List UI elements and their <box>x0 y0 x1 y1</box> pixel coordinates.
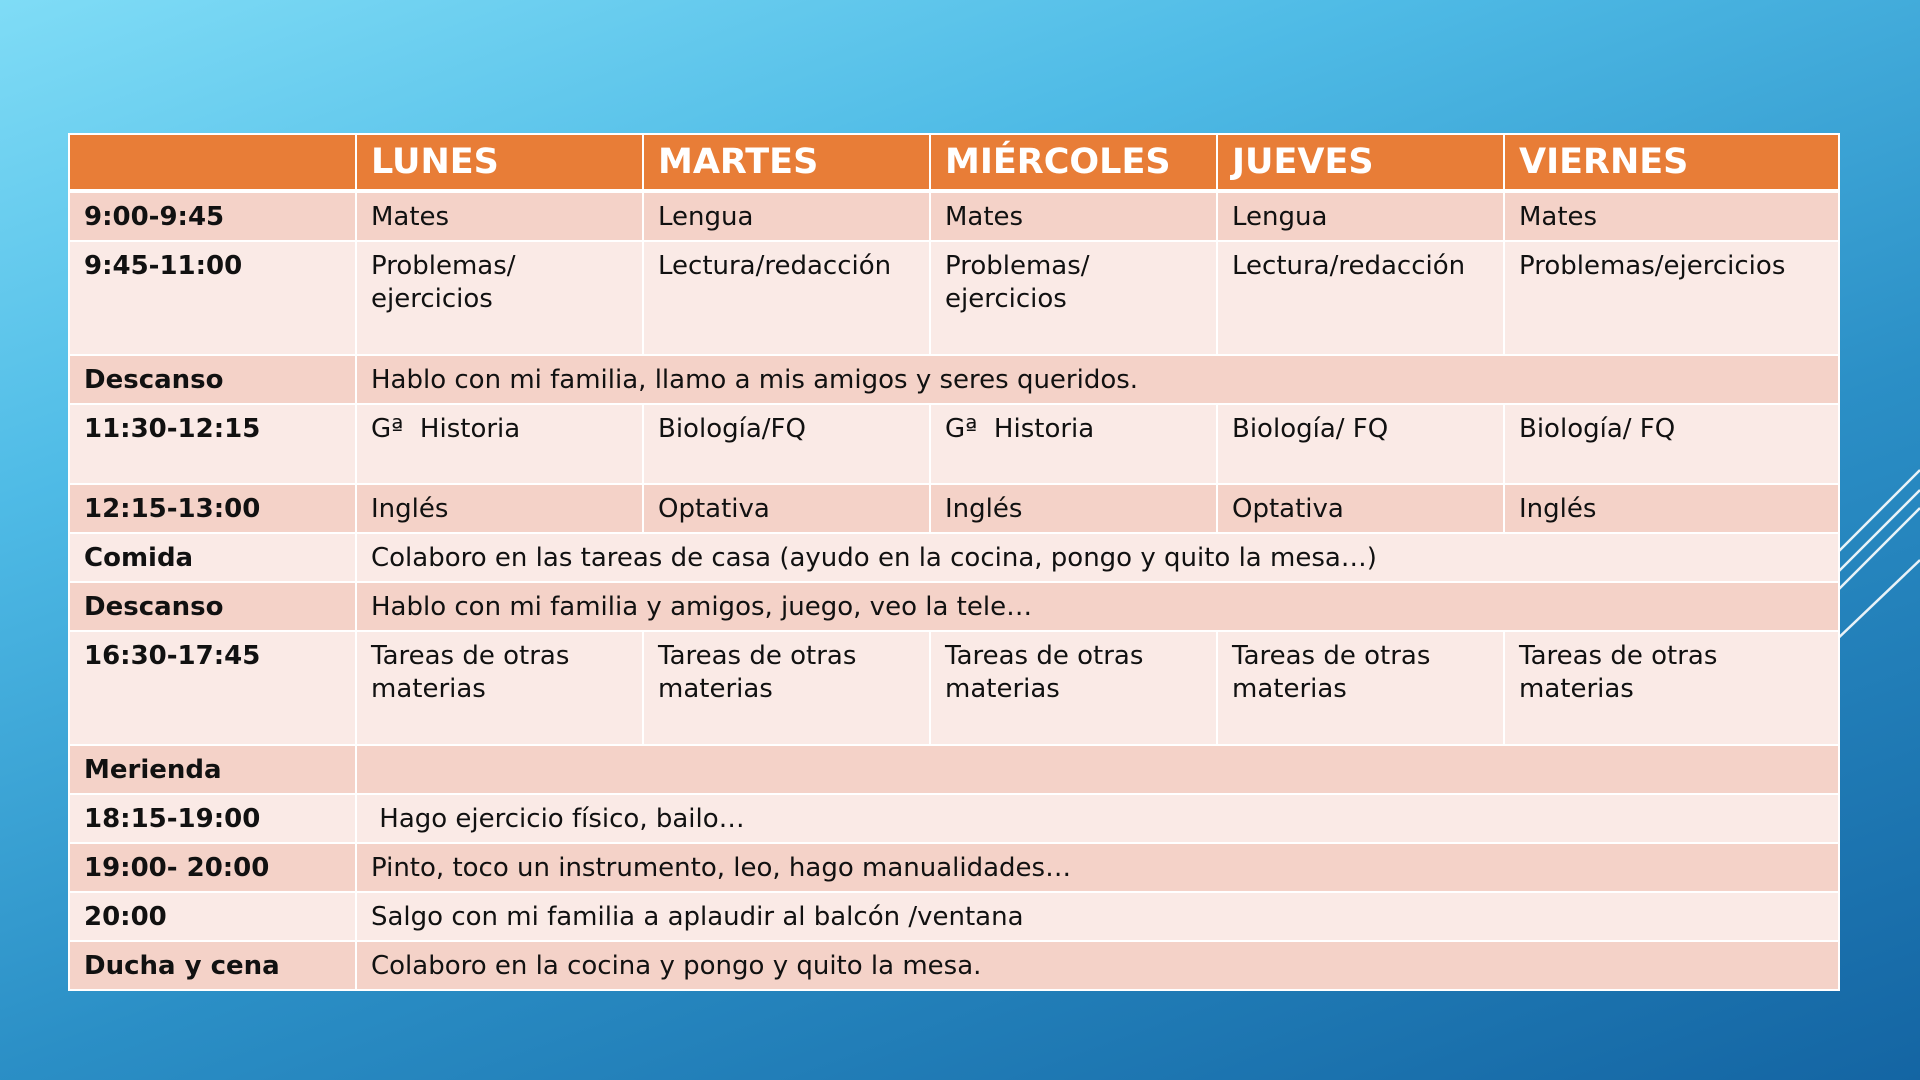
header-day-martes: MARTES <box>643 134 930 191</box>
time-cell: Comida <box>69 533 356 582</box>
subject-cell: Gª Historia <box>930 404 1217 484</box>
time-cell: 19:00- 20:00 <box>69 843 356 892</box>
table-row <box>69 484 1839 533</box>
subject-cell: Biología/ FQ <box>1217 404 1504 484</box>
activity-cell: Salgo con mi familia a aplaudir al balcón /ventana <box>356 892 1839 941</box>
activity-cell <box>356 745 1839 794</box>
header-row <box>69 134 1839 191</box>
subject-cell: Biología/ FQ <box>1504 404 1839 484</box>
time-cell: 11:30-12:15 <box>69 404 356 484</box>
table-row <box>69 941 1839 990</box>
subject-cell: Inglés <box>356 484 643 533</box>
table-row <box>69 191 1839 241</box>
header-day-viernes: VIERNES <box>1504 134 1839 191</box>
activity-cell: Hablo con mi familia y amigos, juego, veo la tele… <box>356 582 1839 631</box>
header-corner <box>69 134 356 191</box>
table-row <box>69 241 1839 355</box>
subject-cell: Optativa <box>1217 484 1504 533</box>
subject-cell: Inglés <box>1504 484 1839 533</box>
table-row <box>69 582 1839 631</box>
subject-cell: Lengua <box>643 191 930 241</box>
time-cell: 18:15-19:00 <box>69 794 356 843</box>
activity-cell: Colaboro en la cocina y pongo y quito la mesa. <box>356 941 1839 990</box>
subject-cell: Optativa <box>643 484 930 533</box>
subject-cell: Lectura/redacción <box>643 241 930 355</box>
time-cell: Descanso <box>69 355 356 404</box>
subject-cell: Mates <box>930 191 1217 241</box>
subject-cell: Tareas de otras materias <box>1504 631 1839 745</box>
header-day-jueves: JUEVES <box>1217 134 1504 191</box>
time-cell: 16:30-17:45 <box>69 631 356 745</box>
header-day-lunes: LUNES <box>356 134 643 191</box>
subject-cell: Lengua <box>1217 191 1504 241</box>
table-row <box>69 404 1839 484</box>
subject-cell: Lectura/redacción <box>1217 241 1504 355</box>
subject-cell: Problemas/ ejercicios <box>930 241 1217 355</box>
subject-cell: Inglés <box>930 484 1217 533</box>
header-day-miercoles: MIÉRCOLES <box>930 134 1217 191</box>
subject-cell: Biología/FQ <box>643 404 930 484</box>
subject-cell: Problemas/ejercicios <box>1504 241 1839 355</box>
weekly-schedule-table <box>68 133 1840 991</box>
subject-cell: Gª Historia <box>356 404 643 484</box>
subject-cell: Mates <box>1504 191 1839 241</box>
time-cell: 9:00-9:45 <box>69 191 356 241</box>
activity-cell: Hago ejercicio físico, bailo… <box>356 794 1839 843</box>
subject-cell: Tareas de otras materias <box>356 631 643 745</box>
time-cell: Ducha y cena <box>69 941 356 990</box>
activity-cell: Hablo con mi familia, llamo a mis amigos y seres queridos. <box>356 355 1839 404</box>
time-cell: 20:00 <box>69 892 356 941</box>
activity-cell: Colaboro en las tareas de casa (ayudo en la cocina, pongo y quito la mesa…) <box>356 533 1839 582</box>
table-row <box>69 533 1839 582</box>
table-row <box>69 892 1839 941</box>
table-row <box>69 745 1839 794</box>
table-row <box>69 794 1839 843</box>
subject-cell: Tareas de otras materias <box>1217 631 1504 745</box>
time-cell: Merienda <box>69 745 356 794</box>
subject-cell: Mates <box>356 191 643 241</box>
table-row <box>69 631 1839 745</box>
subject-cell: Problemas/ ejercicios <box>356 241 643 355</box>
subject-cell: Tareas de otras materias <box>930 631 1217 745</box>
table-row <box>69 355 1839 404</box>
subject-cell: Tareas de otras materias <box>643 631 930 745</box>
table-row <box>69 843 1839 892</box>
activity-cell: Pinto, toco un instrumento, leo, hago manualidades… <box>356 843 1839 892</box>
time-cell: 9:45-11:00 <box>69 241 356 355</box>
time-cell: Descanso <box>69 582 356 631</box>
time-cell: 12:15-13:00 <box>69 484 356 533</box>
